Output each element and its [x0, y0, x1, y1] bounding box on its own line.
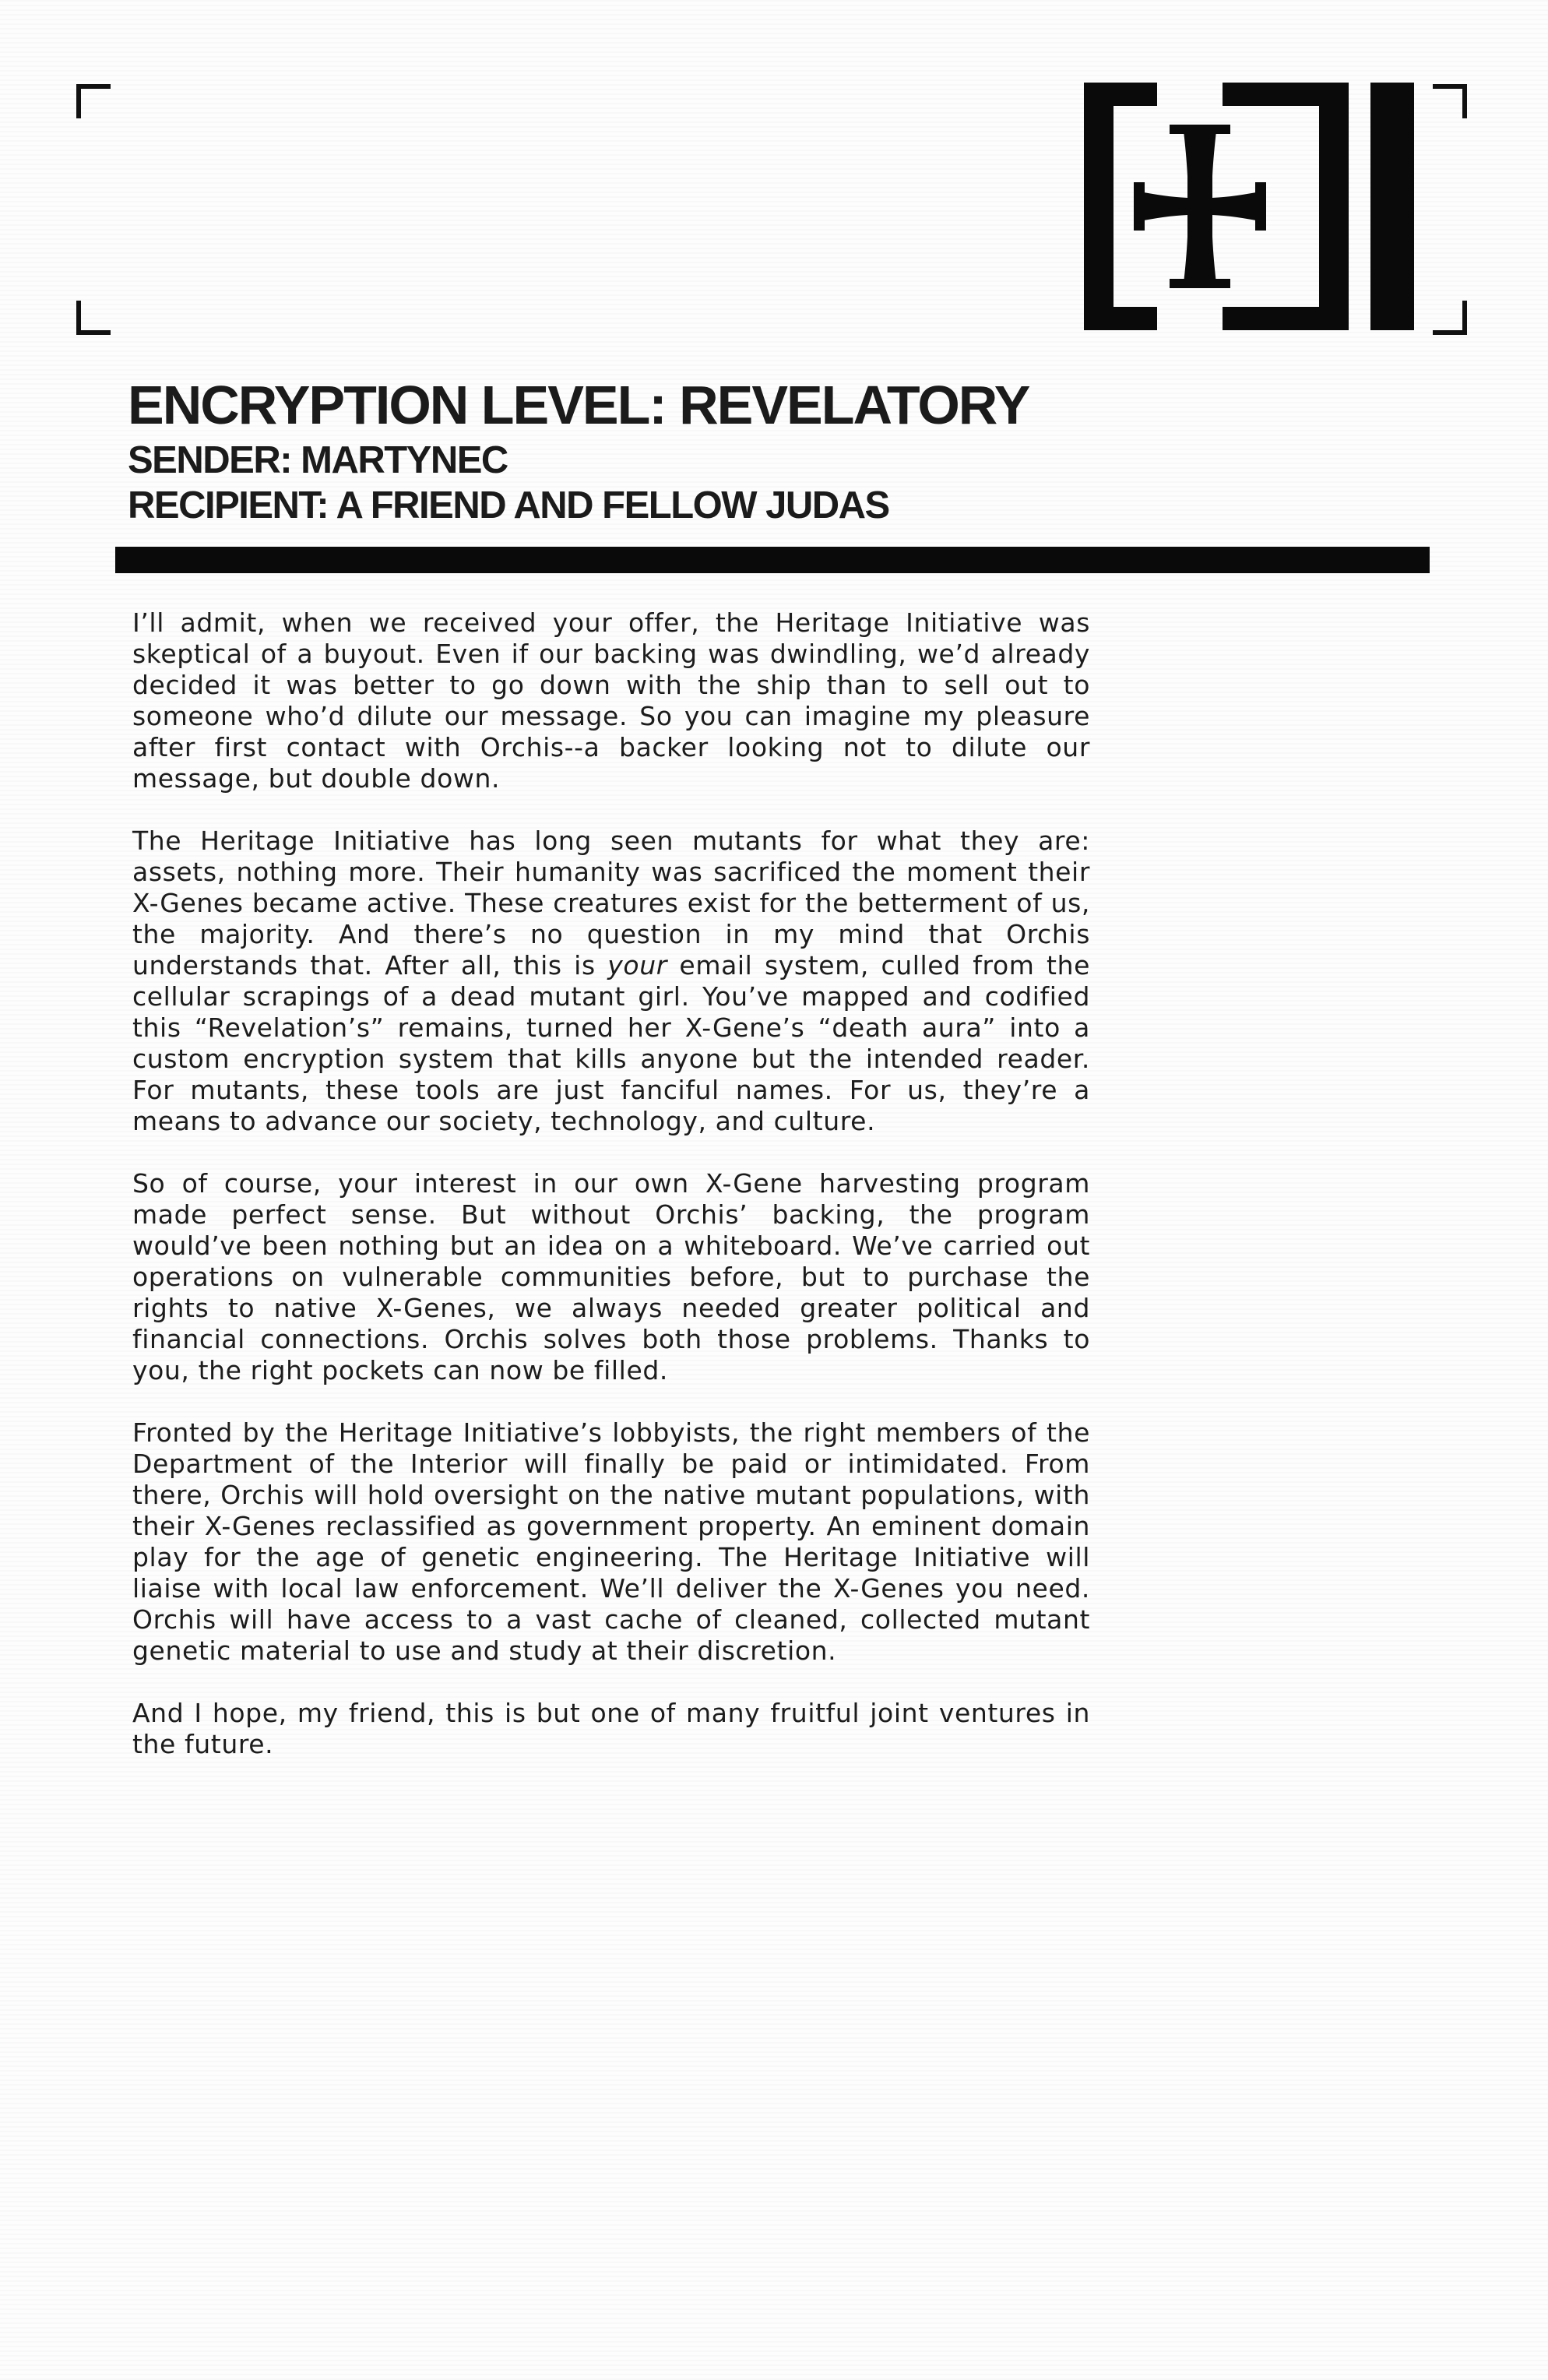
letter-paragraph-2-part-a: The Heritage Initiative has long seen mutants for what they are: assets, nothing more. Their humanity was sacrificed the moment their X-Genes became active. These creatures exist for the betterment of us, the majority. And there’s no question in my mind that Orchis understands that. After all, this is — [132, 826, 1090, 981]
letter-paragraph-4: Fronted by the Heritage Initiative’s lobbyists, the right members of the Department of the Interior will finally be paid or intimidated. From there, Orchis will hold oversight on the native mutant populations, with their X-Genes reclassified as government property. An eminent domain play for the age of genetic engineering. The Heritage Initiative will liaise with local law enforcement. We’ll deliver the X-Genes you need. Orchis will have access to a vast cache of cleaned, collected mutant genetic material to use and study at their discretion. — [132, 1417, 1090, 1666]
orchis-cross-logo-icon — [1084, 83, 1414, 330]
letter-paragraph-2 — [132, 826, 1090, 1137]
letter-paragraph-2-emphasis: your — [607, 950, 667, 981]
letter-paragraph-3: So of course, your interest in our own X-Gene harvesting program made perfect sense. But without Orchis’ backing, the program would’ve been nothing but an idea on a whiteboard. We’ve carried out operations on vulnerable communities before, but to purchase the rights to native X-Genes, we always needed greater political and financial connections. Orchis solves both those problems. Thanks to you, the right pockets can now be filled. — [132, 1168, 1090, 1385]
letter-paragraph-2-part-b: email system, culled from the cellular scrapings of a dead mutant girl. You’ve mapped and codified this “Revelation’s” remains, turned her X-Gene’s “death aura” into a custom encryption system that kills anyone but the intended reader. For mutants, these tools are just fanciful names. For us, they’re a means to advance our society, technology, and culture. — [132, 950, 1090, 1136]
recipient-line: RECIPIENT: A FRIEND AND FELLOW JUDAS — [128, 484, 889, 526]
frame-corner-bottom-right — [1433, 301, 1467, 335]
letter-paragraph-1: I’ll admit, when we received your offer, the Heritage Initiative was skeptical of a buyout. Even if our backing was dwindling, we’d already decided it was better to go down with the ship than to sell out to someone who’d dilute our message. So you can imagine my pleasure after first contact with Orchis--a backer looking not to dilute our message, but double down. — [132, 607, 1090, 794]
sender-line: SENDER: MARTYNEC — [128, 439, 508, 481]
frame-corner-top-left — [76, 84, 111, 118]
letter-paragraph-5: And I hope, my friend, this is but one of many fruitful joint ventures in the future. — [132, 1698, 1090, 1759]
frame-corner-top-right — [1433, 84, 1467, 118]
letter-body — [132, 607, 1090, 1791]
frame-corner-bottom-left — [76, 301, 111, 335]
message-header — [128, 372, 1420, 528]
header-divider — [115, 547, 1430, 573]
encryption-level-title: ENCRYPTION LEVEL: REVELATORY — [128, 375, 1029, 435]
